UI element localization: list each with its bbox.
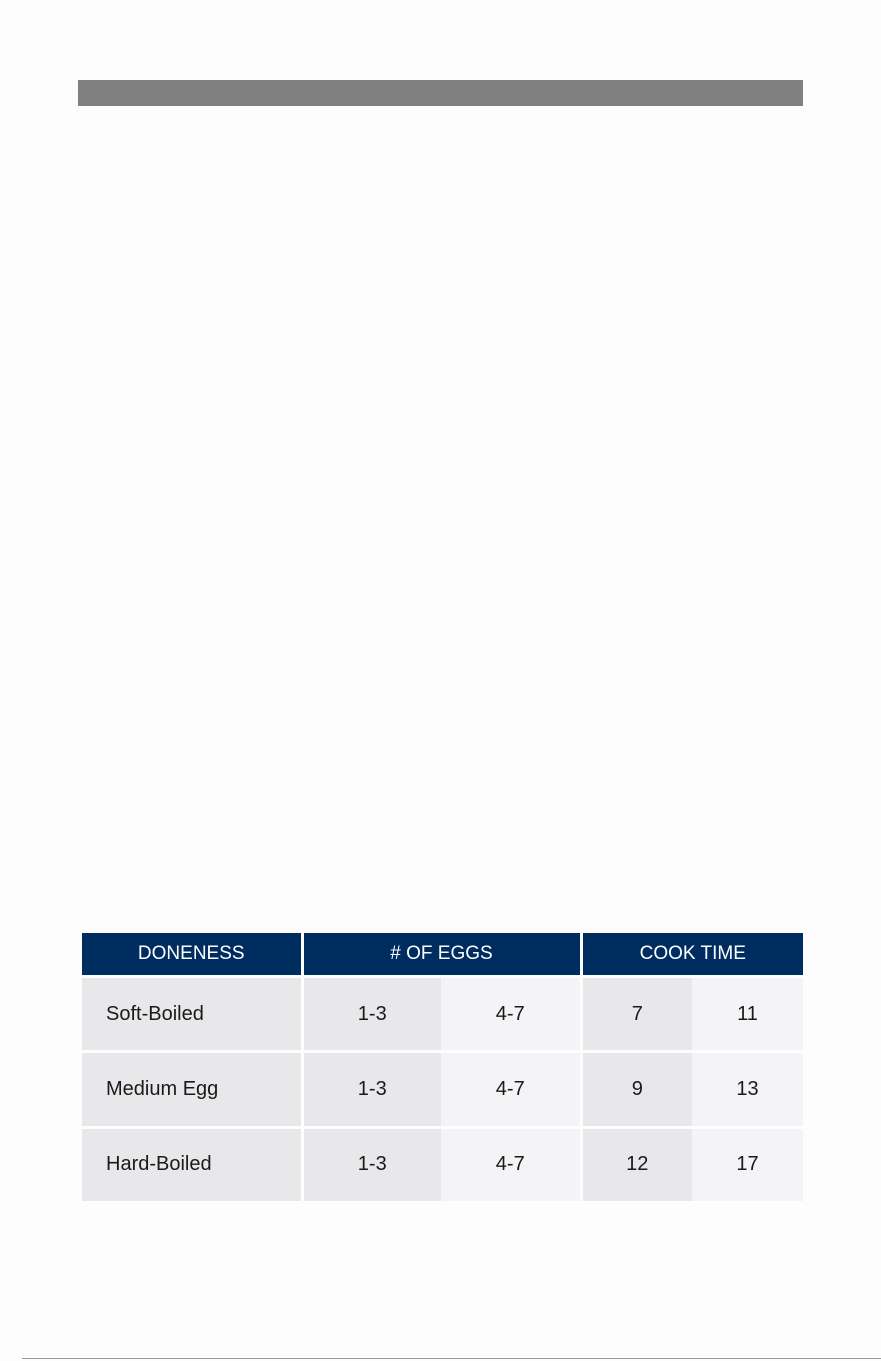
cook-time-cell: 9 (581, 1052, 692, 1127)
header-cook-time: COOK TIME (581, 933, 803, 977)
egg-cooking-table (82, 933, 803, 1201)
table-row (82, 1052, 803, 1127)
eggs-cell: 4-7 (441, 977, 581, 1052)
eggs-cell: 1-3 (302, 1052, 441, 1127)
header-doneness: DONENESS (82, 933, 302, 977)
cook-time-cell: 12 (581, 1127, 692, 1201)
eggs-cell: 4-7 (441, 1052, 581, 1127)
table-row (82, 977, 803, 1052)
table-header-row (82, 933, 803, 977)
header-bar (78, 80, 803, 106)
header-number-of-eggs: # OF EGGS (302, 933, 581, 977)
cook-time-cell: 13 (692, 1052, 803, 1127)
doneness-cell: Soft-Boiled (82, 977, 302, 1052)
cook-time-cell: 11 (692, 977, 803, 1052)
eggs-cell: 1-3 (302, 1127, 441, 1201)
eggs-cell: 4-7 (441, 1127, 581, 1201)
page-bottom-rule (22, 1358, 881, 1359)
doneness-cell: Hard-Boiled (82, 1127, 302, 1201)
doneness-cell: Medium Egg (82, 1052, 302, 1127)
cook-time-cell: 17 (692, 1127, 803, 1201)
eggs-cell: 1-3 (302, 977, 441, 1052)
cook-time-cell: 7 (581, 977, 692, 1052)
table-row (82, 1127, 803, 1201)
